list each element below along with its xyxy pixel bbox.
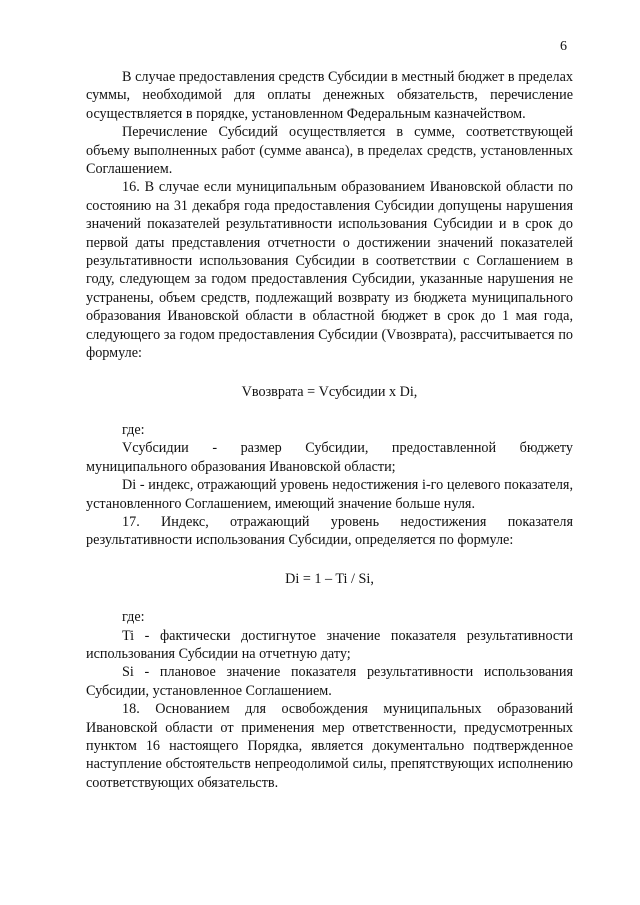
paragraph-17: 17. Индекс, отражающий уровень недостижения показателя результативности использования Субсидии, определяется по формуле:	[86, 513, 573, 549]
definition-si: Si - плановое значение показателя результативности использования Субсидии, установленное Соглашением.	[86, 664, 573, 699]
document-body	[86, 68, 573, 792]
where-label-1: где:	[122, 421, 145, 438]
paragraph-18: 18. Основанием для освобождения муниципальных образований Ивановской области от применения мер ответственности, предусмотренных пунктом 16 настоящего Порядка, является документально подтвержденное наступление обстоятельств непреодолимой силы, препятствующих исполнению соответствующих обязательств.	[86, 701, 573, 791]
page-number: 6	[560, 39, 567, 54]
definition-ti: Ti - фактически достигнутое значение показателя результативности использования Субсидии на отчетную дату;	[86, 627, 573, 662]
paragraph-16: 16. В случае если муниципальным образованием Ивановской области по состоянию на 31 декабря года предоставления Субсидии допущены нарушения значений показателей результативности использования Субсидии и в срок до первой даты представления отчетности о достижении значений показателей результативности использования Субсидии в соответствии с Соглашением в году, следующем за годом предоставления Субсидии, указанные нарушения не устранены, объем средств, подлежащий возврату из бюджета муниципального образования Ивановской области в областной бюджет в срок до 1 мая года, следующего за годом предоставления Субсидии (Vвозврата), рассчитывается по формуле:	[86, 179, 573, 362]
paragraph-treasury: В случае предоставления средств Субсидии в местный бюджет в пределах суммы, необходимой для оплаты денежных обязательств, перечисление осуществляется в порядке, установленном Федеральным казначейством.	[86, 69, 573, 122]
paragraph-transfer: Перечисление Субсидий осуществляется в сумме, соответствующей объему выполненных работ (сумме аванса), в пределах средств, установленных Соглашением.	[86, 124, 573, 178]
formula-return-volume: Vвозврата = Vсубсидии x Di,	[241, 383, 418, 400]
definition-di: Di - индекс, отражающий уровень недостижения i-го целевого показателя, установленного Соглашением, имеющий значение больше нуля.	[86, 477, 573, 512]
where-label-2: где:	[122, 609, 145, 626]
formula-index: Di = 1 – Ti / Si,	[285, 570, 374, 587]
definition-v-subsidy: Vсубсидии - размер Субсидии, предоставленной бюджету муниципального образования Ивановской области;	[86, 440, 573, 475]
